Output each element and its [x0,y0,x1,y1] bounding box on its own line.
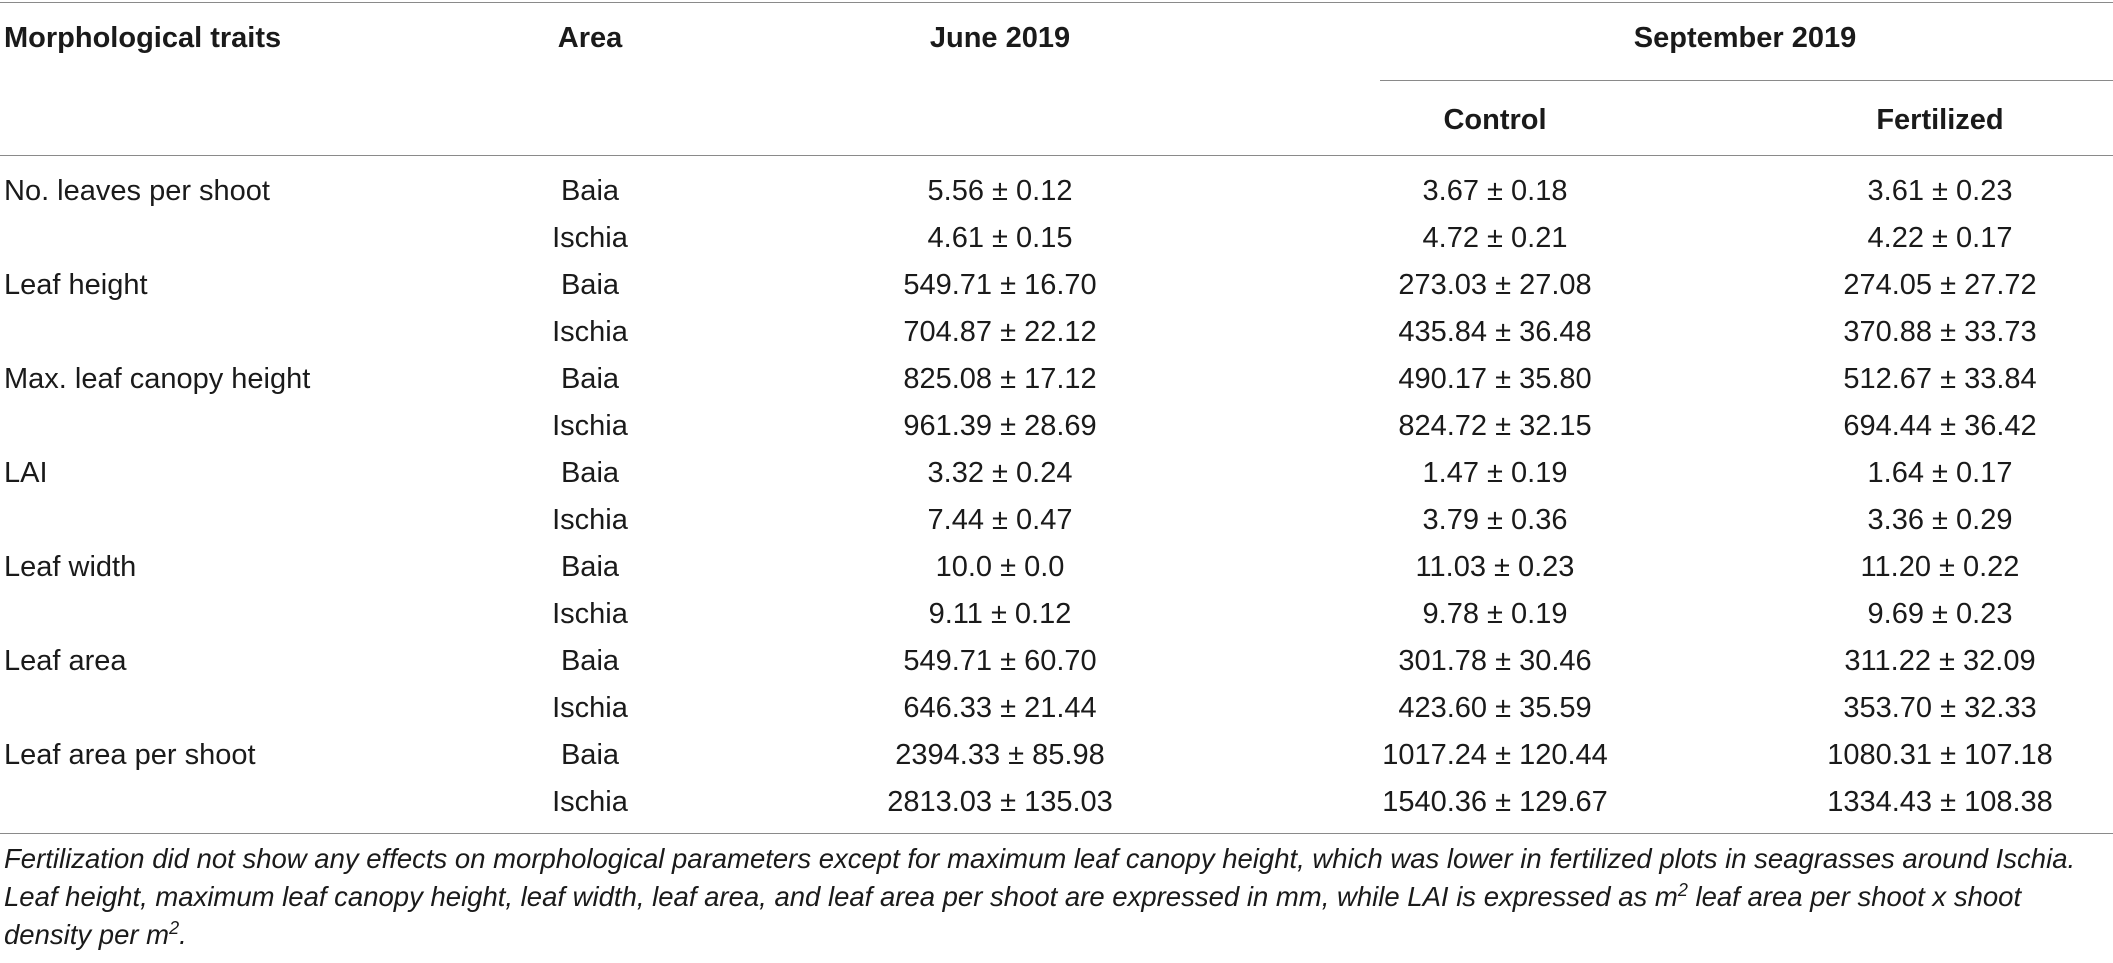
cell-fertilized: 1080.31 ± 107.18 [1827,739,2053,771]
cell-area: Baia [560,363,620,395]
footnote-line-2-start: Leaf height, maximum leaf canopy height, leaf width, leaf area, and leaf area per shoot are expressed in mm, while LAI is expressed as m [4,881,1678,912]
cell-control: 11.03 ± 0.23 [1415,551,1575,583]
cell-trait: Max. leaf canopy height [4,363,311,395]
footnote-line-1: Fertilization did not show any effects on morphological parameters except for maximum leaf canopy height, which was lower in fertilized plots in seagrasses around Ischia. [4,843,2076,874]
cell-fertilized: 311.22 ± 32.09 [1844,645,2036,677]
header-june-2019: June 2019 [929,22,1071,54]
table-top-rule [0,2,2113,3]
cell-fertilized: 11.20 ± 0.22 [1860,551,2020,583]
cell-june: 961.39 ± 28.69 [903,410,1097,442]
cell-area: Ischia [552,410,628,442]
cell-fertilized: 512.67 ± 33.84 [1843,363,2037,395]
header-control: Control [1443,104,1547,136]
cell-fertilized: 4.22 ± 0.17 [1867,222,2013,254]
cell-control: 490.17 ± 35.80 [1398,363,1592,395]
cell-area: Ischia [552,504,628,536]
cell-area: Baia [560,269,620,301]
cell-june: 704.87 ± 22.12 [903,316,1097,348]
cell-fertilized: 353.70 ± 32.33 [1843,692,2037,724]
footnote-line-3-end: . [179,919,187,950]
cell-control: 1.47 ± 0.19 [1422,457,1568,489]
cell-area: Ischia [552,786,628,818]
footnote-superscript-1: 2 [1677,879,1688,900]
september-span-rule [1380,80,2113,81]
cell-control: 423.60 ± 35.59 [1398,692,1592,724]
cell-june: 3.32 ± 0.24 [927,457,1073,489]
cell-fertilized: 1334.43 ± 108.38 [1827,786,2053,818]
header-area: Area [557,22,623,54]
cell-control: 9.78 ± 0.19 [1422,598,1568,630]
cell-fertilized: 694.44 ± 36.42 [1843,410,2037,442]
header-fertilized: Fertilized [1876,104,2004,136]
cell-area: Baia [560,457,620,489]
cell-june: 2394.33 ± 85.98 [895,739,1105,771]
footnote-line-3 [4,916,2109,954]
cell-trait: LAI [4,457,48,489]
cell-june: 5.56 ± 0.12 [927,175,1073,207]
cell-area: Ischia [552,316,628,348]
cell-area: Ischia [552,222,628,254]
cell-june: 10.0 ± 0.0 [935,551,1065,583]
header-september-2019: September 2019 [1633,22,1857,54]
table-bottom-rule [0,833,2113,834]
cell-june: 549.71 ± 60.70 [903,645,1097,677]
cell-control: 824.72 ± 32.15 [1398,410,1592,442]
footnote-line-2-end: leaf area per shoot x shoot [1687,881,2022,912]
cell-fertilized: 274.05 ± 27.72 [1843,269,2037,301]
footnote-superscript-2: 2 [169,917,180,938]
cell-area: Baia [560,739,620,771]
cell-area: Ischia [552,692,628,724]
cell-june: 4.61 ± 0.15 [927,222,1073,254]
cell-control: 4.72 ± 0.21 [1422,222,1568,254]
header-bottom-rule [0,155,2113,156]
cell-area: Ischia [552,598,628,630]
cell-trait: Leaf area [4,645,127,677]
cell-june: 549.71 ± 16.70 [903,269,1097,301]
table-footnote [4,840,2109,954]
cell-area: Baia [560,645,620,677]
cell-area: Baia [560,175,620,207]
cell-fertilized: 1.64 ± 0.17 [1867,457,2013,489]
cell-trait: Leaf width [4,551,137,583]
cell-control: 273.03 ± 27.08 [1398,269,1592,301]
cell-fertilized: 3.36 ± 0.29 [1867,504,2013,536]
cell-fertilized: 3.61 ± 0.23 [1867,175,2013,207]
cell-june: 2813.03 ± 135.03 [887,786,1113,818]
cell-control: 435.84 ± 36.48 [1398,316,1592,348]
cell-control: 3.79 ± 0.36 [1422,504,1568,536]
cell-fertilized: 370.88 ± 33.73 [1843,316,2037,348]
cell-fertilized: 9.69 ± 0.23 [1867,598,2013,630]
cell-trait: Leaf height [4,269,148,301]
cell-june: 9.11 ± 0.12 [928,598,1072,630]
cell-trait: Leaf area per shoot [4,739,256,771]
footnote-line-3-start: density per m [4,919,170,950]
cell-control: 3.67 ± 0.18 [1422,175,1568,207]
cell-june: 646.33 ± 21.44 [903,692,1097,724]
cell-area: Baia [560,551,620,583]
cell-control: 1017.24 ± 120.44 [1382,739,1608,771]
cell-june: 825.08 ± 17.12 [903,363,1097,395]
cell-control: 1540.36 ± 129.67 [1382,786,1608,818]
footnote-line-2 [4,878,2109,916]
cell-control: 301.78 ± 30.46 [1398,645,1592,677]
cell-june: 7.44 ± 0.47 [927,504,1073,536]
header-traits: Morphological traits [4,22,282,54]
cell-trait: No. leaves per shoot [4,175,270,207]
